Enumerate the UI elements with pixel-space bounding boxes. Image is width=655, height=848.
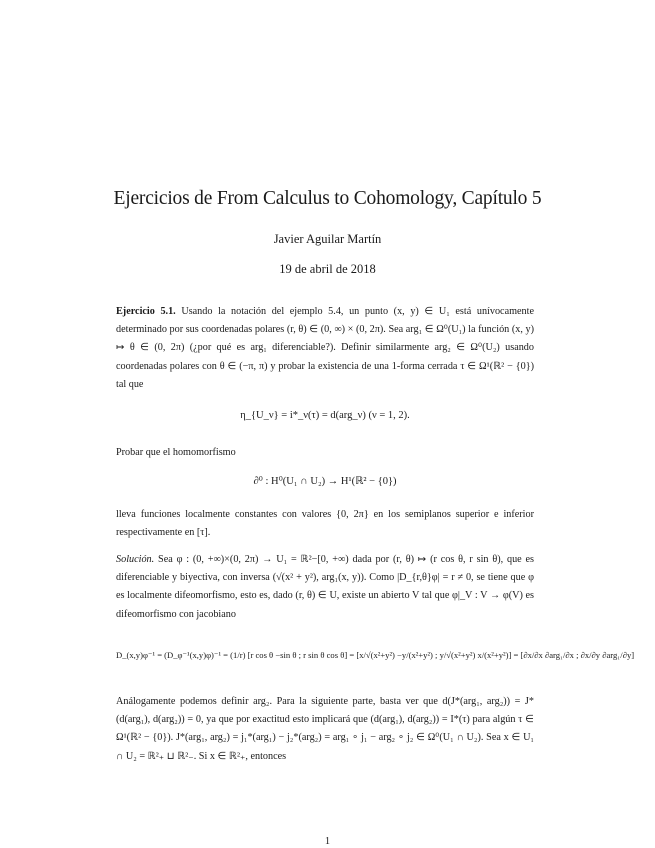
solution-label: Solución.: [116, 554, 155, 565]
paragraph-analogamente: Análogamente podemos definir arg₂. Para la siguiente parte, basta ver que d(J*(arg₁, arg₂)) = J*(d(arg₁), d(arg₂)) = 0, ya que por exactitud esto implicará que (d(arg₁), d(arg₂)) = I*(τ) para algún τ ∈ Ω¹(ℝ² − {0}). J*(arg₁, arg₂) = j₁*(arg₁) − j₂*(arg₂) = arg₁ ∘ j₁ − arg₂ ∘ j₂ ∈ Ω⁰(U₁ ∩ U₂). Sea x ∈ U₁ ∩ U₂ = ℝ²₊ ⊔ ℝ²₋. Si x ∈ ℝ²₊, entonces: [116, 696, 534, 762]
solution-text: Sea φ : (0, +∞)×(0, 2π) → U₁ = ℝ²−[0, +∞) dada por (r, θ) ↦ (r cos θ, r sin θ), que es diferenciable y biyectiva, con inversa (√(x² + y²), arg₁(x, y)). Como |D_{r,θ}φ| = r ≠ 0, se tiene que φ es localmente difeomorfismo, esto es, dado (r, θ) ∈ U, existe un abierto V tal que φ|_V : V → φ(V) es difeomorfismo con jacobiano: [116, 554, 534, 620]
solution-paragraph: [116, 551, 534, 624]
date: 19 de abril de 2018: [279, 262, 376, 276]
paragraph-lleva: lleva funciones localmente constantes con valores {0, 2π} en los semiplanos superior e inferior respectivamente en [τ].: [116, 509, 534, 539]
equation-eta: η_{U_ν} = i*_ν(τ) = d(arg_ν) (ν = 1, 2).: [240, 410, 410, 421]
page-number: 1: [324, 836, 331, 847]
equation-boundary-map: ∂⁰ : H⁰(U₁ ∩ U₂) → H¹(ℝ² − {0}): [253, 476, 397, 487]
equation-jacobian: D_(x,y)φ⁻¹ = (D_φ⁻¹(x,y)φ)⁻¹ = (1/r) [r cos θ −sin θ ; r sin θ cos θ] = [x/√(x²+y²) −y/(x²+y²) ; y/√(x²+y²) x/(x²+y²)] = [∂x/∂x ∂arg₁/∂x ; ∂x/∂y ∂arg₁/∂y]: [116, 650, 635, 660]
exercise-label: Ejercicio 5.1.: [116, 306, 176, 317]
exercise-paragraph: [116, 303, 534, 394]
author: Javier Aguilar Martín: [273, 232, 382, 246]
paragraph-homomorfismo: Probar que el homomorfismo: [116, 447, 236, 458]
page-title: Ejercicios de From Calculus to Cohomology, Capítulo 5: [113, 188, 542, 209]
exercise-text: Usando la notación del ejemplo 5.4, un punto (x, y) ∈ U₁ está unívocamente determinado por sus coordenadas polares (r, θ) ∈ (0, ∞) × (0, 2π). Sea arg₁ ∈ Ω⁰(U₁) la función (x, y) ↦ θ ∈ (0, 2π) (¿por qué es arg₁ diferenciable?). Definir similarmente arg₂ ∈ Ω⁰(U₂) usando coordenadas polares con θ ∈ (−π, π) y probar la existencia de una 1-forma cerrada τ ∈ Ω¹(ℝ² − {0}) tal que: [116, 306, 534, 390]
